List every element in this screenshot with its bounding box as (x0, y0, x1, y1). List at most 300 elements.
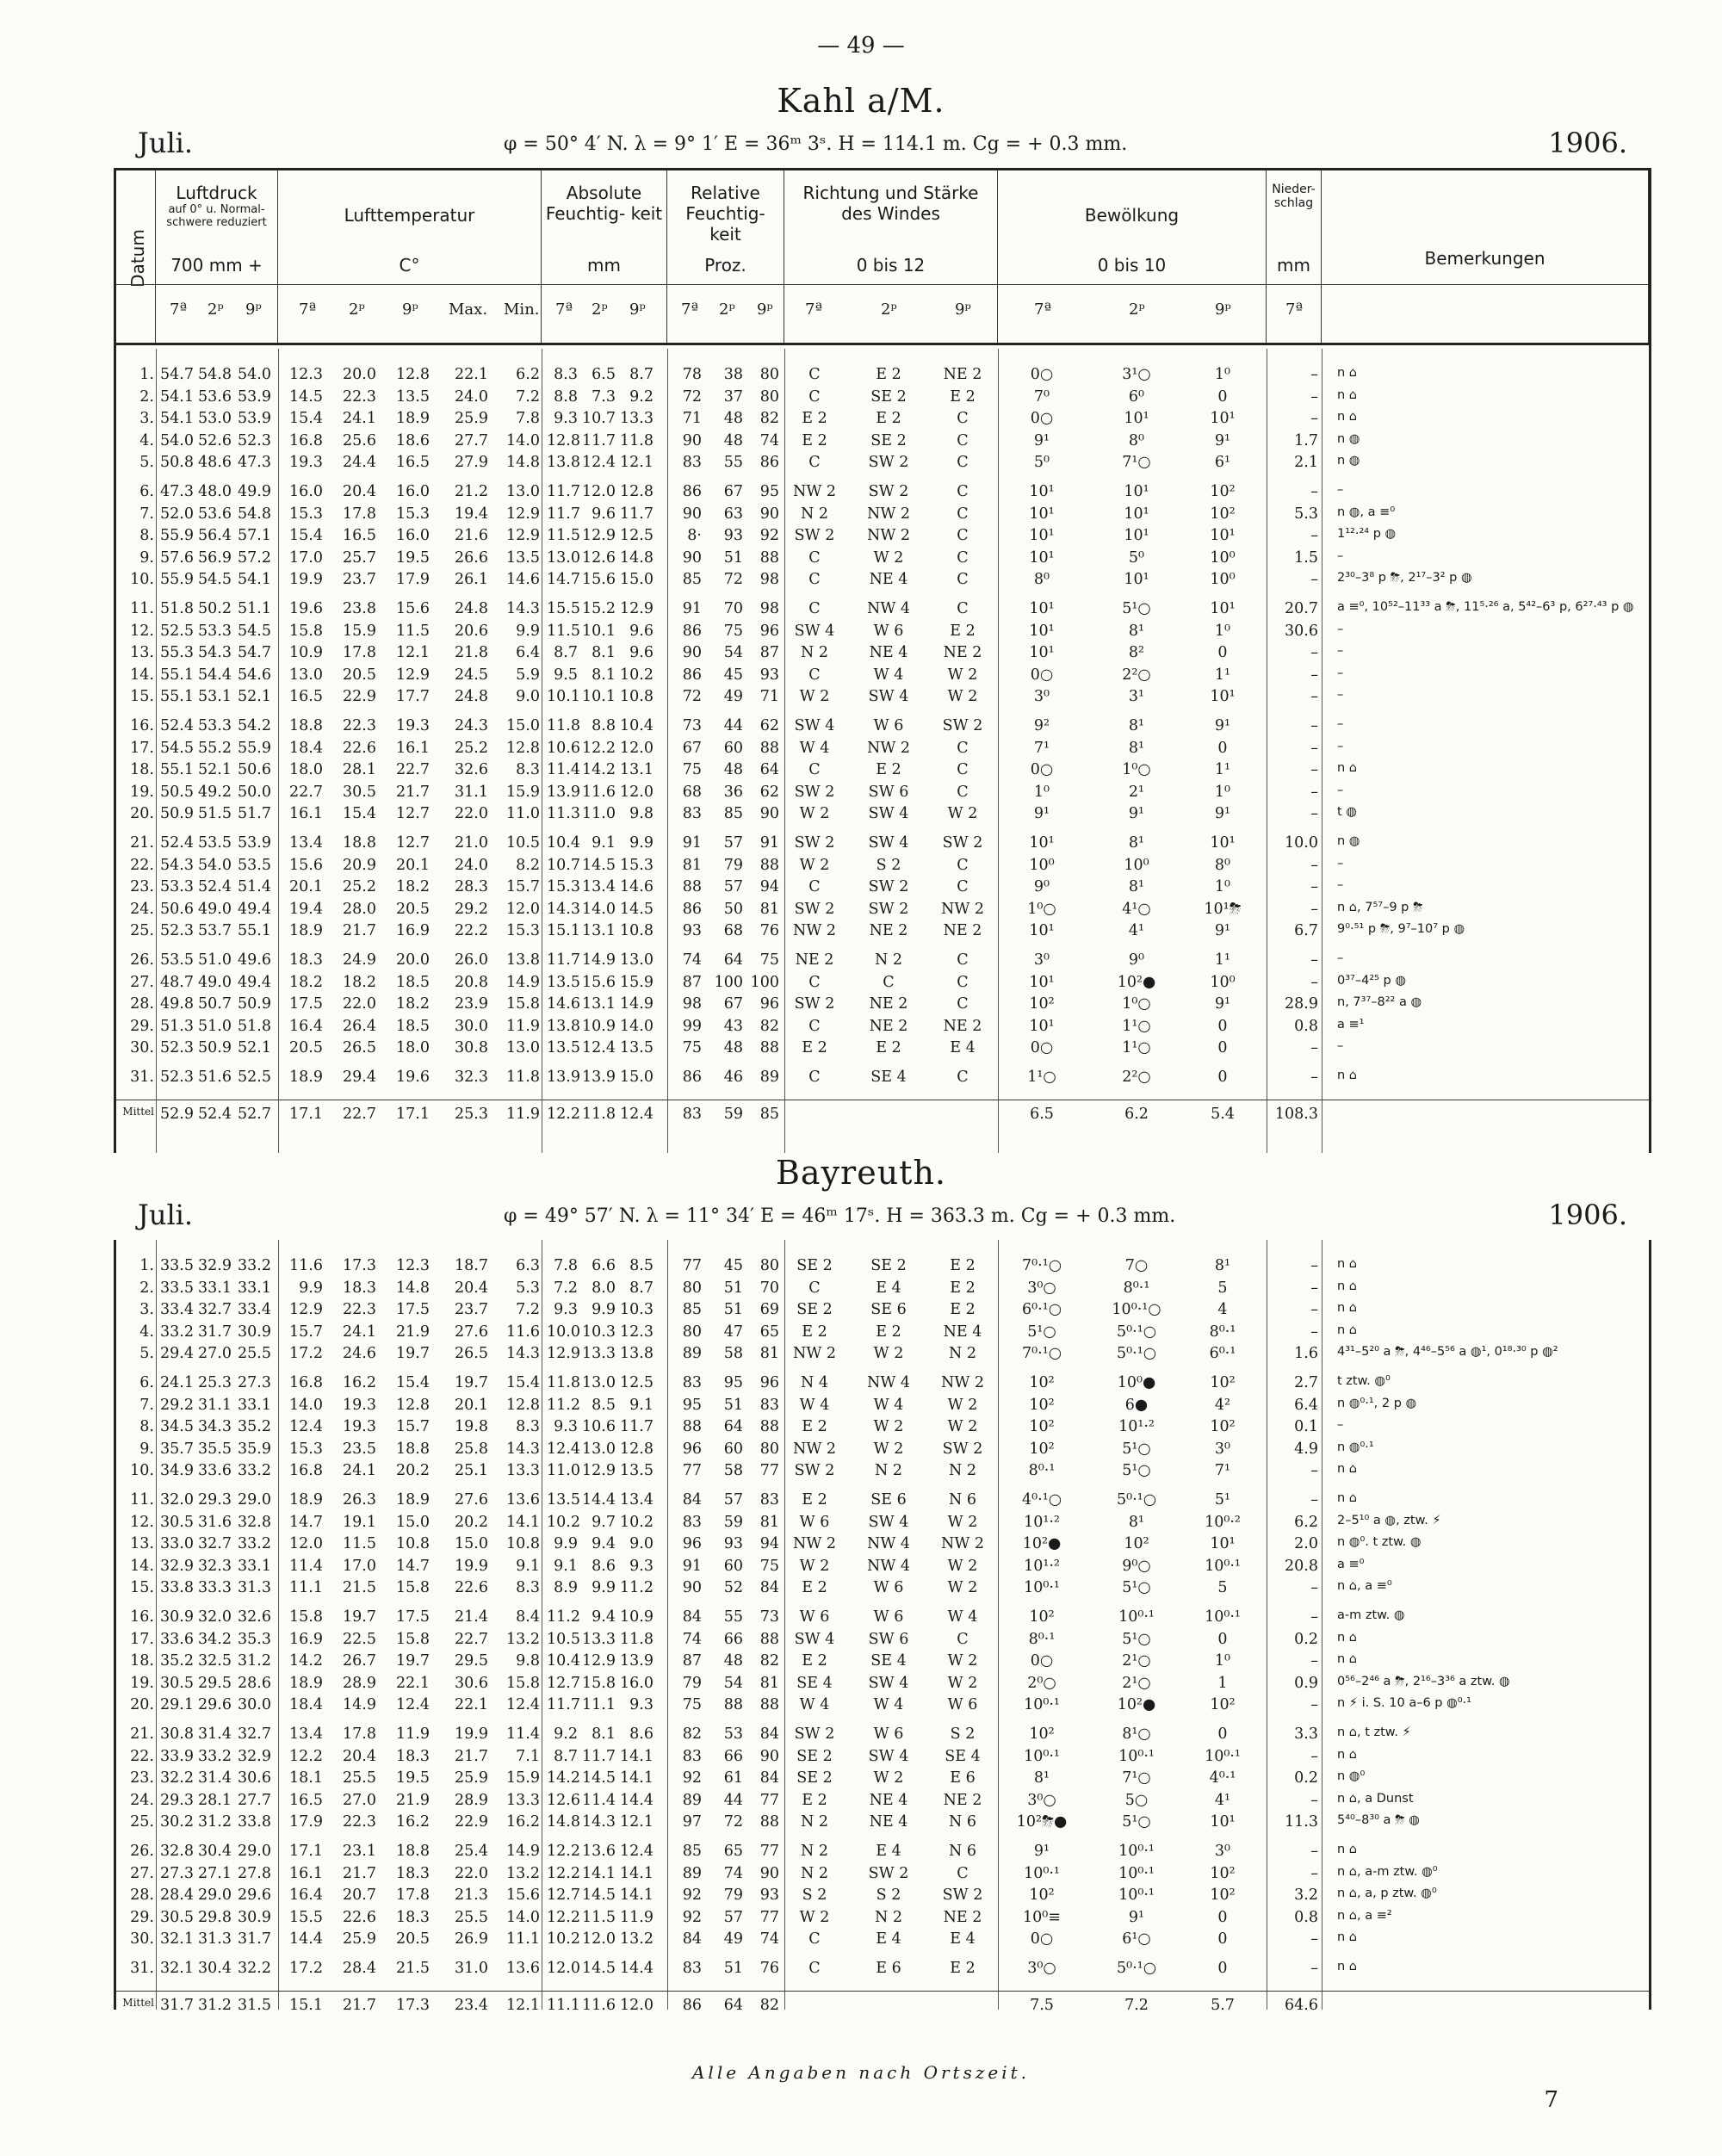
data-row (116, 1491, 1649, 1512)
row-value: 30.6 (1285, 622, 1318, 640)
row-value: N 2 (948, 1345, 976, 1363)
row-value: 7.2 (554, 1279, 578, 1297)
row-value: 10.9 (582, 1017, 616, 1035)
row-value: 11.1 (506, 1930, 540, 1948)
row-value: – (1310, 739, 1318, 757)
row-value: 12.8 (396, 366, 430, 383)
row-value: 50.9 (160, 805, 194, 823)
row-value: 23.1 (343, 1843, 376, 1860)
row-value: 2.0 (1294, 1535, 1318, 1553)
row-value: 10⁰·¹ (1118, 1886, 1155, 1905)
data-row (116, 454, 1649, 474)
row-value: 12.2 (547, 1864, 580, 1882)
time-label: 9ᵖ (955, 300, 971, 319)
row-value: 35.9 (238, 1440, 271, 1458)
data-row (116, 1323, 1649, 1344)
row-value: 11.7 (547, 505, 580, 523)
row-value: 29.3 (160, 1791, 194, 1809)
row-value: – (1310, 1257, 1318, 1274)
row-value: 26.5 (455, 1345, 488, 1363)
row-date: 7. (139, 505, 154, 523)
row-value: NW 2 (793, 483, 836, 500)
row-value: 23.8 (343, 600, 376, 617)
row-value: 0.8 (1294, 1017, 1318, 1035)
row-value: 9¹ (1033, 431, 1050, 449)
row-value: W 6 (873, 1579, 904, 1597)
row-value: 0 (1217, 1630, 1228, 1648)
row-value: 28.9 (1285, 995, 1318, 1013)
row-value: – (1310, 1864, 1318, 1882)
row-remark: 5⁴⁰–8³⁰ a ⛈ ◍ (1337, 1813, 1420, 1828)
row-value: SW 4 (868, 688, 909, 706)
row-value: 5⁰·¹○ (1117, 1960, 1156, 1977)
row-value: 15.4 (289, 410, 323, 428)
row-value: 13.5 (547, 973, 580, 991)
row-value: 25.5 (455, 1908, 488, 1926)
row-value: 10¹ (1124, 410, 1149, 428)
row-value: 7¹ (1033, 739, 1050, 757)
row-value: 51.8 (160, 600, 194, 617)
row-value: 33.1 (198, 1279, 232, 1297)
row-value: 12.4 (582, 1039, 616, 1057)
row-value: 9.4 (592, 1608, 616, 1626)
row-value: 13.5 (396, 387, 430, 406)
mean-value: 82 (759, 1996, 779, 2014)
row-value: 13.0 (582, 1440, 616, 1458)
data-row (116, 549, 1649, 570)
header-abs-feuchtigkeit-unit: mm (587, 255, 621, 276)
row-value: 81 (759, 1345, 779, 1363)
row-value: 10.8 (506, 1535, 540, 1553)
row-value: 15.7 (289, 1323, 323, 1341)
row-value: 49.0 (198, 973, 232, 991)
row-value: 81 (759, 1674, 779, 1692)
data-row (116, 505, 1649, 526)
row-value: 30.9 (238, 1323, 271, 1341)
row-value: W 2 (947, 1396, 978, 1414)
row-value: 81 (759, 900, 779, 918)
time-label: 9ᵖ (629, 300, 646, 319)
row-value: 33.3 (198, 1579, 232, 1597)
row-value: 9.0 (516, 688, 540, 706)
row-value: 84 (682, 1491, 702, 1509)
row-value: 13.6 (582, 1843, 616, 1860)
row-value: – (1310, 900, 1318, 918)
row-value: 51 (723, 1279, 743, 1297)
row-value: 32.9 (160, 1557, 194, 1575)
row-value: SW 2 (868, 483, 909, 500)
row-value: E 2 (802, 1039, 827, 1057)
row-value: 0○ (1030, 1652, 1054, 1670)
row-value: 13.0 (506, 483, 540, 500)
row-date: 12. (130, 622, 154, 640)
row-value: 55.1 (160, 688, 194, 706)
row-value: 57.6 (160, 548, 194, 567)
row-value: 17.8 (343, 1725, 376, 1743)
row-value: 58 (723, 1462, 743, 1480)
row-value: 10¹ (1124, 505, 1149, 523)
row-value: 15.0 (620, 571, 653, 589)
row-value: 83 (682, 454, 702, 472)
row-value: E 2 (950, 1279, 976, 1297)
row-value: 15.7 (506, 878, 540, 896)
row-value: 73 (682, 717, 702, 734)
row-value: 64 (723, 951, 743, 969)
row-value: 33.5 (160, 1257, 194, 1274)
row-value: 15.2 (582, 600, 616, 617)
row-value: 10¹ (1029, 600, 1055, 617)
row-value: – (1310, 878, 1318, 896)
row-value: NW 2 (793, 1345, 836, 1363)
row-value: 90 (759, 1747, 779, 1765)
row-value: W 2 (799, 688, 830, 706)
row-date: 24. (130, 900, 154, 918)
row-value: 31.1 (198, 1396, 232, 1414)
row-value: 29.4 (343, 1069, 376, 1086)
row-value: NE 4 (869, 571, 908, 589)
row-value: 19.7 (343, 1608, 376, 1626)
row-date: 30. (130, 1930, 154, 1948)
row-value: – (1310, 571, 1318, 589)
row-value: NW 2 (867, 739, 910, 757)
row-remark: n ◍⁰·¹ (1337, 1440, 1374, 1454)
row-value: 29.5 (455, 1652, 488, 1670)
row-value: 14.8 (506, 454, 540, 472)
row-value: 50.9 (198, 1039, 232, 1057)
row-value: 31.6 (198, 1513, 232, 1531)
row-value: 54.5 (160, 739, 194, 757)
row-date: 16. (130, 1608, 154, 1626)
row-value: 10²● (1117, 1696, 1156, 1714)
row-value: 18.5 (396, 973, 430, 991)
row-value: 44 (723, 717, 743, 734)
row-value: 10¹ (1124, 527, 1149, 545)
row-value: 55.3 (160, 644, 194, 662)
row-value: – (1310, 717, 1318, 734)
row-value: 6.7 (1294, 922, 1318, 940)
row-value: SW 6 (868, 1630, 909, 1648)
row-remark: n ⌂, a, p ztw. ◍⁰ (1337, 1886, 1437, 1901)
row-value: 46 (723, 1069, 743, 1086)
row-value: 6.3 (516, 1257, 540, 1274)
row-value: 51.8 (238, 1017, 271, 1035)
row-value: 8⁰·¹ (1209, 1323, 1236, 1341)
row-value: 87 (682, 973, 702, 991)
row-value: 80 (682, 1279, 702, 1297)
row-value: 8⁰·¹ (1123, 1279, 1150, 1297)
row-value: 5⁰·¹○ (1117, 1491, 1156, 1509)
row-value: 5⁰·¹○ (1117, 1323, 1156, 1341)
row-value: 14.1 (620, 1864, 653, 1882)
row-value: 10¹·² (1118, 1418, 1155, 1436)
mean-value: 12.0 (620, 1996, 653, 2014)
row-value: 93 (759, 666, 779, 684)
row-value: 1⁰○ (1122, 761, 1151, 779)
row-value: SW 2 (942, 717, 983, 734)
row-value: – (1310, 951, 1318, 969)
row-value: 34.3 (198, 1418, 232, 1436)
row-date: 22. (130, 1747, 154, 1765)
row-value: 11.4 (506, 1725, 540, 1743)
row-value: 10.7 (582, 410, 616, 428)
mean-value: 17.1 (289, 1105, 323, 1123)
row-value: 50.8 (160, 454, 194, 472)
row-value: E 4 (950, 1930, 976, 1948)
row-value: 10⁰·¹ (1024, 1747, 1060, 1765)
row-value: 18.8 (343, 834, 376, 852)
row-value: 7⁰·¹○ (1022, 1345, 1062, 1363)
row-value: S 2 (876, 1886, 901, 1905)
row-value: 30.8 (160, 1725, 194, 1743)
row-value: 80 (759, 366, 779, 383)
row-value: 21.2 (455, 483, 488, 500)
data-row (116, 1769, 1649, 1790)
row-value: 22.3 (343, 1301, 376, 1319)
row-date: 25. (130, 922, 154, 940)
row-value: S 2 (802, 1886, 827, 1905)
data-row (116, 1558, 1649, 1578)
data-row (116, 644, 1649, 665)
row-value: W 2 (799, 1557, 830, 1575)
row-value: 11.5 (343, 1535, 376, 1553)
row-value: 23.7 (343, 571, 376, 589)
row-value: 74 (682, 1630, 702, 1648)
mean-value: 22.7 (343, 1105, 376, 1123)
row-value: 29.8 (198, 1908, 232, 1926)
data-row (116, 1257, 1649, 1278)
row-remark: – (1337, 644, 1344, 659)
row-value: 50.0 (238, 783, 271, 801)
row-value: 20.8 (1285, 1557, 1318, 1575)
row-value: W 4 (799, 1396, 830, 1414)
row-date: 9. (139, 548, 154, 567)
row-value: 34.9 (160, 1462, 194, 1480)
row-value: 13.5 (547, 1491, 580, 1509)
row-value: 4 (1217, 1301, 1228, 1319)
row-value: 52.1 (238, 688, 271, 706)
page-number: — 49 — (817, 33, 905, 59)
row-value: W 2 (799, 856, 830, 874)
row-remark: n ⌂ (1337, 1630, 1358, 1645)
row-value: C (957, 878, 969, 896)
row-remark: 2³⁰–3⁸ p ⛈, 2¹⁷–3² p ◍ (1337, 571, 1472, 585)
time-label: Max. (449, 300, 488, 319)
row-value: 17.5 (289, 995, 323, 1013)
row-value: 9.1 (592, 834, 616, 852)
data-row (116, 1909, 1649, 1930)
row-value: C (808, 761, 821, 779)
row-value: 11.7 (620, 1418, 653, 1436)
row-value: 8.8 (554, 387, 578, 406)
data-row (116, 1018, 1649, 1038)
row-value: 22.3 (343, 1813, 376, 1831)
row-value: – (1310, 1747, 1318, 1765)
row-value: 79 (723, 1886, 743, 1905)
row-value: 3⁰○ (1027, 1279, 1056, 1297)
row-value: 22.5 (343, 1630, 376, 1648)
row-value: 8.2 (516, 856, 540, 874)
row-value: SW 6 (868, 783, 909, 801)
row-value: 22.6 (343, 739, 376, 757)
row-value: 6.6 (592, 1257, 616, 1274)
row-value: 53.3 (198, 717, 232, 734)
row-value: 55 (723, 454, 743, 472)
row-value: 53.5 (238, 856, 271, 874)
row-remark: n ⌂ (1337, 1069, 1358, 1082)
row-value: 16.9 (289, 1630, 323, 1648)
row-value: C (883, 973, 895, 991)
row-value: 15.4 (343, 805, 376, 823)
row-value: 25.5 (238, 1345, 271, 1363)
row-value: 5 (1217, 1579, 1228, 1597)
row-remark: – (1337, 783, 1344, 797)
row-value: SW 2 (794, 995, 835, 1013)
mean-value: 108.3 (1274, 1105, 1318, 1123)
row-value: 31.2 (198, 1813, 232, 1831)
row-value: 53.3 (160, 878, 194, 896)
row-value: 16.0 (396, 527, 430, 545)
row-value: 14.8 (620, 548, 653, 567)
row-remark: – (1337, 856, 1344, 870)
row-value: S 2 (950, 1725, 976, 1743)
row-value: 19.3 (396, 717, 430, 734)
row-value: 83 (682, 1747, 702, 1765)
row-value: 88 (759, 1418, 779, 1436)
row-value: 11.1 (289, 1579, 323, 1597)
row-value: 15.4 (289, 527, 323, 545)
row-value: 67 (723, 995, 743, 1013)
row-value: 16.0 (289, 483, 323, 500)
row-value: 2¹○ (1122, 1674, 1151, 1692)
row-value: 6.4 (1294, 1396, 1318, 1414)
row-value: 88 (759, 1696, 779, 1714)
row-value: SW 4 (794, 1630, 835, 1648)
row-value: 18.8 (289, 717, 323, 734)
row-value: 10.4 (547, 834, 580, 852)
row-value: SE 2 (796, 1769, 833, 1787)
row-value: 10.0 (1285, 834, 1318, 852)
row-value: 50.5 (160, 783, 194, 801)
row-date: 29. (130, 1908, 154, 1926)
row-date: 20. (130, 1696, 154, 1714)
row-value: 14.3 (506, 600, 540, 617)
row-value: 80 (682, 1323, 702, 1341)
row-value: 13.9 (582, 1069, 616, 1086)
row-value: 45 (723, 666, 743, 684)
row-value: NW 2 (793, 1440, 836, 1458)
row-value: 30.8 (455, 1039, 488, 1057)
row-value: 8.6 (592, 1557, 616, 1575)
row-value: 12.0 (620, 783, 653, 801)
row-value: 1⁰ (1033, 783, 1050, 801)
row-value: 9¹ (1214, 717, 1231, 734)
row-value: 6⁰·¹ (1209, 1345, 1236, 1363)
row-value: 8¹ (1214, 1257, 1231, 1274)
row-value: 12.7 (396, 805, 430, 823)
row-remark: 2–5¹⁰ a ◍, ztw. ⚡ (1337, 1513, 1441, 1527)
row-value: 77 (759, 1843, 779, 1860)
row-value: 20.5 (343, 666, 376, 684)
row-remark: n ⌂ (1337, 1930, 1358, 1945)
row-value: 10.2 (620, 666, 653, 684)
mean-value: 12.2 (547, 1105, 580, 1123)
row-value: 33.1 (238, 1396, 271, 1414)
row-value: E 2 (950, 1960, 976, 1977)
row-value: 11.9 (396, 1725, 430, 1743)
row-value: – (1310, 1069, 1318, 1086)
row-value: 54.2 (238, 717, 271, 734)
row-value: 24.1 (343, 1323, 376, 1341)
row-value: 73 (759, 1608, 779, 1626)
row-value: 48.7 (160, 973, 194, 991)
row-value: 14.6 (547, 995, 580, 1013)
row-value: 90 (682, 644, 702, 662)
mean-value: 52.9 (160, 1105, 194, 1123)
row-value: 10¹ (1029, 527, 1055, 545)
row-value: 34.5 (160, 1418, 194, 1436)
row-value: 52.3 (238, 431, 271, 449)
row-value: 66 (723, 1630, 743, 1648)
row-value: 13.1 (582, 995, 616, 1013)
row-value: 9.9 (629, 834, 653, 852)
row-value: E 2 (876, 366, 901, 383)
row-value: 78 (682, 366, 702, 383)
row-value: 51.0 (198, 951, 232, 969)
row-value: 9¹ (1128, 805, 1145, 823)
row-value: 9.3 (629, 1696, 653, 1714)
row-value: 30.5 (343, 783, 376, 801)
row-value: 14.9 (343, 1696, 376, 1714)
row-value: 88 (759, 856, 779, 874)
row-value: 11.7 (582, 431, 616, 449)
row-value: 1⁰ (1214, 878, 1231, 896)
row-value: 10.8 (620, 922, 653, 940)
row-value: 51.6 (198, 1069, 232, 1086)
row-value: 22.9 (455, 1813, 488, 1831)
row-value: 84 (759, 1579, 779, 1597)
row-value: 13.0 (620, 951, 653, 969)
row-value: 12.6 (582, 548, 616, 567)
row-value: 12.0 (547, 1960, 580, 1977)
row-date: 23. (130, 1769, 154, 1787)
row-value: 14.5 (289, 387, 323, 406)
row-value: 19.9 (455, 1725, 488, 1743)
row-value: 55.9 (160, 527, 194, 545)
row-value: W 2 (873, 1440, 904, 1458)
row-value: 17.3 (343, 1257, 376, 1274)
data-row (116, 805, 1649, 826)
row-value: E 2 (802, 1791, 827, 1809)
row-value: 54.1 (160, 387, 194, 406)
row-value: – (1310, 1843, 1318, 1860)
row-value: 15.7 (396, 1418, 430, 1436)
row-value: 96 (682, 1440, 702, 1458)
row-value: 15.3 (620, 856, 653, 874)
row-value: SW 2 (868, 900, 909, 918)
row-value: 15.5 (289, 1908, 323, 1926)
mean-value: 5.7 (1211, 1996, 1235, 2014)
row-value: 20.9 (343, 856, 376, 874)
row-value: 8² (1128, 644, 1145, 662)
row-value: 13.8 (506, 951, 540, 969)
row-value: 29.0 (238, 1491, 271, 1509)
row-value: 8¹ (1128, 622, 1145, 640)
row-value: 14.2 (289, 1652, 323, 1670)
row-value: – (1310, 644, 1318, 662)
row-date: 14. (130, 1557, 154, 1575)
mean-value: 11.9 (506, 1105, 540, 1123)
row-value: 10⁰·¹ (1118, 1843, 1155, 1860)
